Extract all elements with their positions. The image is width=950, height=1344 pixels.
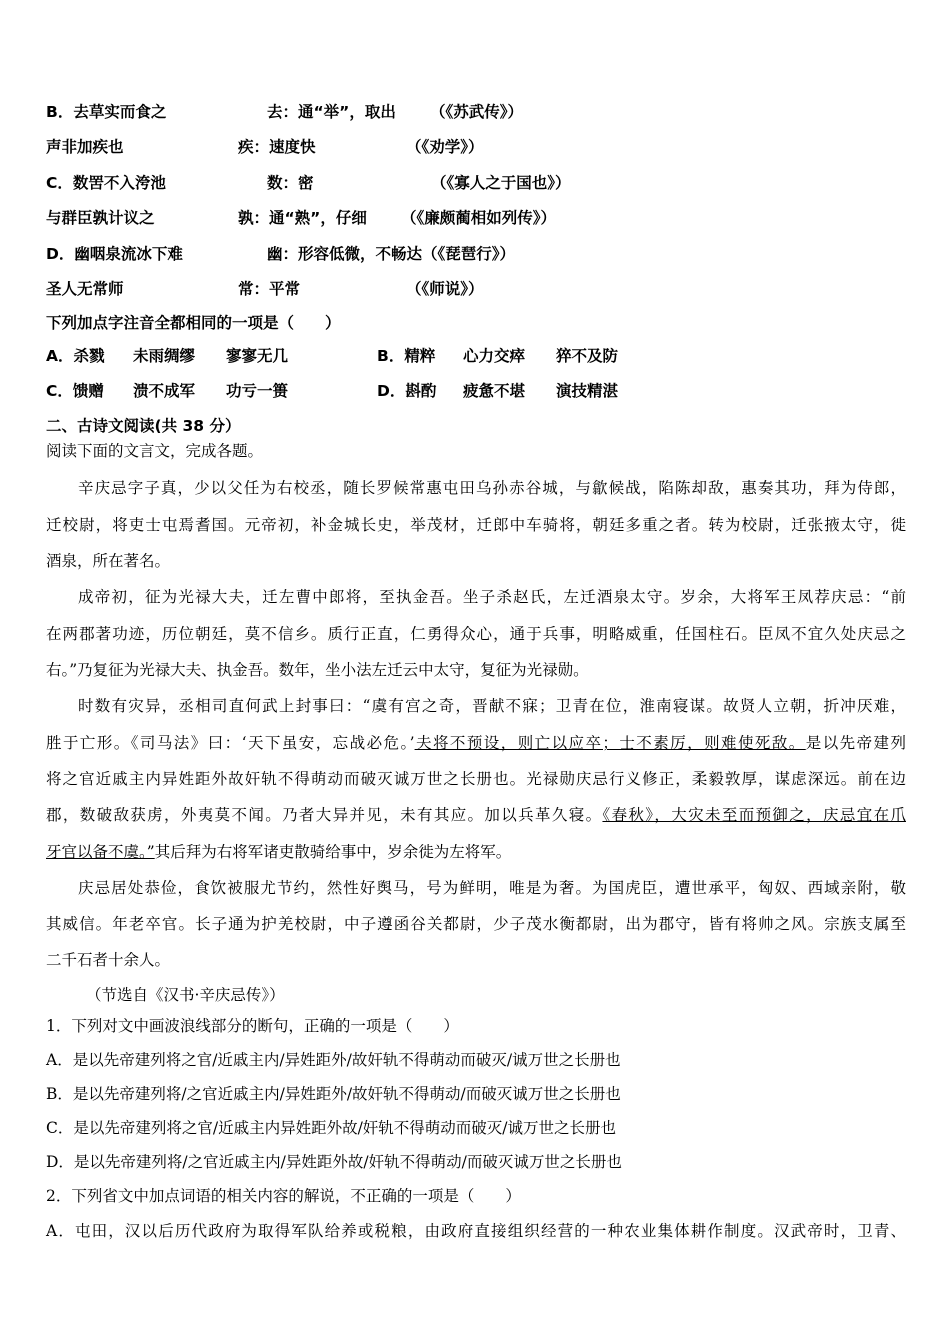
vocab-c-label: C．数罟不入洿池 [46, 174, 166, 192]
question-1-option-b: B．是以先帝建列将/之官近戚主内/异姓距外/故奸轨不得萌动/而破灭诚万世之长册也 [46, 1085, 621, 1103]
question-1-option-a: A．是以先帝建列将之官/近戚主内/异姓距外/故奸轨不得萌动而破灭/诚万世之长册也 [46, 1051, 621, 1069]
pinyin-a-3: 寥寥无几 [226, 347, 289, 365]
passage-segment: 其后拜为右将军诸吏散骑给事中，岁余徙为左将军。 [154, 843, 512, 861]
pinyin-b-2: 心力交瘁 [463, 347, 526, 365]
vocab-b-expl: 去：通“举”，取出 [267, 103, 396, 121]
question-2-option-a: A．屯田，汉以后历代政府为取得军队给养或税粮，由政府直接组织经营的一种农业集体耕作制度。汉武帝时，卫青、 [46, 1222, 906, 1240]
pinyin-a-2: 未雨绸缪 [133, 347, 196, 365]
passage-line-mixed [46, 803, 906, 825]
pinyin-c-3: 功亏一篑 [226, 382, 289, 400]
question-1: 1．下列对文中画波浪线部分的断句，正确的一项是（ ） [46, 1017, 459, 1035]
passage-line: 在两郡著功迹，历位朝廷，莫不信乡。质行正直，仁勇得众心，通于兵事，明略威重，任国柱石。臣凤不宜久处庆忌之 [46, 625, 906, 643]
passage-line: 将之官近戚主内异姓距外故奸轨不得萌动而破灭诚万世之长册也。光禄勋庆忌行义修正，柔毅敦厚，谋虑深远。前在边 [46, 770, 906, 788]
passage-line: 辛庆忌字子真，少以父任为右校丞，随长罗候常惠屯田乌孙赤谷城，与歙候战，陷陈却敌，惠奏其功，拜为侍郎， [78, 479, 906, 497]
passage-segment: 郡，数破敌获虏，外夷莫不闻。乃者大异并见，未有其应。加以兵革久寝。 [46, 806, 603, 824]
pinyin-c-1: C．馈赠 [46, 382, 104, 400]
vocab-r2-expl: 疾：速度快 [238, 138, 316, 156]
passage-line: 酒泉，所在著名。 [46, 552, 171, 570]
question-1-option-c: C．是以先帝建列将之官/近戚主内异姓距外故/奸轨不得萌动而破灭/诚万世之长册也 [46, 1119, 617, 1137]
section-instruction: 阅读下面的文言文，完成各题。 [46, 442, 264, 460]
passage-line: 其威信。年老卒官。长子通为护羌校尉，中子遵函谷关都尉，少子茂水衡都尉，出为郡守，皆有将帅之风。宗族支属至 [46, 915, 906, 933]
vocab-d-expl: 幽：形容低微，不畅达（《琵琶行》） [267, 245, 516, 263]
pinyin-a-1: A．杀戮 [46, 347, 105, 365]
vocab-r6-src: （《师说》） [406, 280, 484, 298]
vocab-r4-expl: 孰：通“熟”，仔细 [238, 209, 367, 227]
passage-segment: 是以先帝建列 [805, 734, 906, 752]
question-1-option-d: D．是以先帝建列将/之官近戚主内/异姓距外故/奸轨不得萌动/而破灭诚万世之长册也 [46, 1153, 622, 1171]
passage-line: 庆忌居处恭俭，食饮被服尤节约，然性好舆马，号为鲜明，唯是为奢。为国虎臣，遭世承平，匈奴、西域亲附，敬 [78, 879, 906, 897]
vocab-r4-word: 与群臣孰计议之 [46, 209, 155, 227]
vocab-r2-src: （《劝学》） [406, 138, 484, 156]
vocab-c-src: （《寡人之于国也》） [431, 174, 571, 192]
passage-underlined-segment: 《春秋》，大灾未至而预御之，庆忌宜在爪 [602, 806, 906, 824]
passage-underlined-segment: 牙官以备不虞。” [46, 843, 155, 861]
question-2: 2．下列省文中加点词语的相关内容的解说，不正确的一项是（ ） [46, 1187, 521, 1205]
passage-segment: 胜于亡形。《司马法》曰：‘天下虽安，忘战必危。’ [46, 734, 415, 752]
pinyin-b-3: 猝不及防 [556, 347, 619, 365]
vocab-b-label: B．去草实而食之 [46, 103, 167, 121]
passage-underlined-segment: 夫将不预设，则亡以应卒；士不素厉，则难使死敌。 [414, 734, 806, 752]
section-heading: 二、古诗文阅读(共 38 分） [46, 417, 241, 435]
pinyin-b-1: B．精粹 [377, 347, 436, 365]
passage-line: 右。”乃复征为光禄大夫、执金吾。数年，坐小法左迁云中太守，复征为光禄勋。 [46, 661, 589, 679]
pinyin-question-stem: 下列加点字注音全都相同的一项是（ ） [46, 314, 341, 332]
passage-source: （节选自《汉书·辛庆忌传》） [86, 986, 285, 1004]
passage-line: 二千石者十余人。 [46, 951, 171, 969]
passage-line-mixed [46, 840, 906, 862]
pinyin-d-1: D．斟酌 [377, 382, 437, 400]
passage-line: 时数有灾异，丞相司直何武上封事曰：“虞有宫之奇，晋献不寐；卫青在位，淮南寝谋。故贤人立朝，折冲厌难， [78, 697, 906, 715]
passage-line: 成帝初，征为光禄大夫，迁左曹中郎将，至执金吾。坐子杀赵氏，左迁酒泉太守。岁余，大将军王凤荐庆忌：“前 [78, 588, 906, 606]
vocab-r2-word: 声非加疾也 [46, 138, 124, 156]
vocab-r6-expl: 常：平常 [238, 280, 301, 298]
vocab-c-expl: 数：密 [267, 174, 314, 192]
vocab-r6-word: 圣人无常师 [46, 280, 124, 298]
passage-line-mixed [46, 731, 906, 753]
pinyin-d-3: 演技精湛 [556, 382, 619, 400]
pinyin-c-2: 溃不成军 [133, 382, 196, 400]
vocab-b-src: （《苏武传》） [430, 103, 524, 121]
passage-line: 迁校尉，将吏士屯焉耆国。元帝初，补金城长史，举茂材，迁郎中车骑将，朝廷多重之者。转为校尉，迁张掖太守，徙 [46, 516, 906, 534]
vocab-r4-src: （《廉颇蔺相如列传》） [401, 209, 557, 227]
vocab-d-label: D．幽咽泉流冰下难 [46, 245, 183, 263]
pinyin-d-2: 疲惫不堪 [463, 382, 526, 400]
